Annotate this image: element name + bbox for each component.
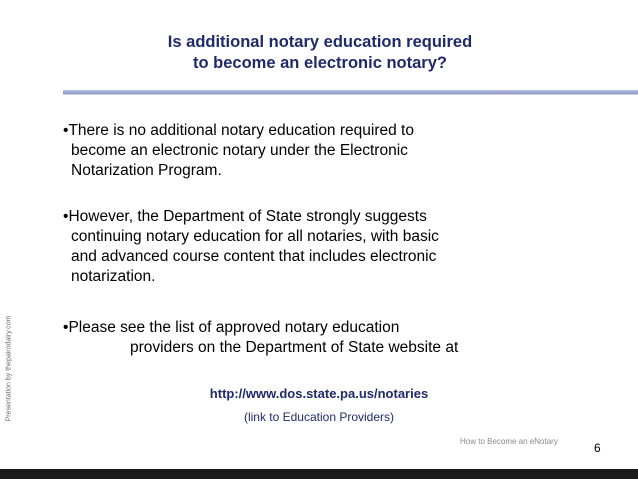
title-divider: [63, 90, 638, 95]
bullet-1-line-1: [63, 121, 414, 141]
bullet-see-providers-list: [63, 318, 458, 358]
bullet-2-line-2: continuing notary education for all notaries, with basic: [71, 228, 439, 245]
slide-title-line-1: Is additional notary education required: [167, 33, 473, 51]
sidebar-credit: Presentation by thepairodairy.com: [5, 315, 13, 422]
bullet-3-text-1: Please see the list of approved notary education: [68, 319, 400, 336]
bullet-1-text-1: There is no additional notary education required to: [68, 122, 414, 139]
bottom-bar: [0, 469, 638, 479]
slide-title-line-2: to become an electronic notary?: [193, 54, 447, 72]
bullet-2-line-4: notarization.: [71, 268, 156, 285]
bullet-2-line-3: and advanced course content that includes electronic: [71, 248, 437, 265]
notaries-url-link[interactable]: http://www.dos.state.pa.us/notaries: [209, 386, 429, 401]
bullet-marker: •: [63, 319, 69, 336]
bullet-marker: •: [63, 208, 69, 225]
bullet-3-line-1: [63, 318, 458, 338]
bullet-marker: •: [63, 122, 69, 139]
footer-title: How to Become an eNotary: [460, 437, 558, 446]
slide-title: [100, 32, 540, 74]
bullet-2-text-1: However, the Department of State strongly suggests: [68, 208, 427, 225]
bullet-1-line-2: become an electronic notary under the Electronic: [71, 142, 408, 159]
link-note: (link to Education Providers): [243, 410, 395, 424]
bullet-no-additional-education: [63, 121, 414, 181]
bullet-department-suggests: [63, 207, 439, 287]
bullet-2-line-1: [63, 207, 439, 227]
bullet-1-line-3: Notarization Program.: [71, 162, 222, 179]
page-number: 6: [594, 441, 601, 455]
bullet-3-line-2: providers on the Department of State website at: [130, 339, 459, 356]
